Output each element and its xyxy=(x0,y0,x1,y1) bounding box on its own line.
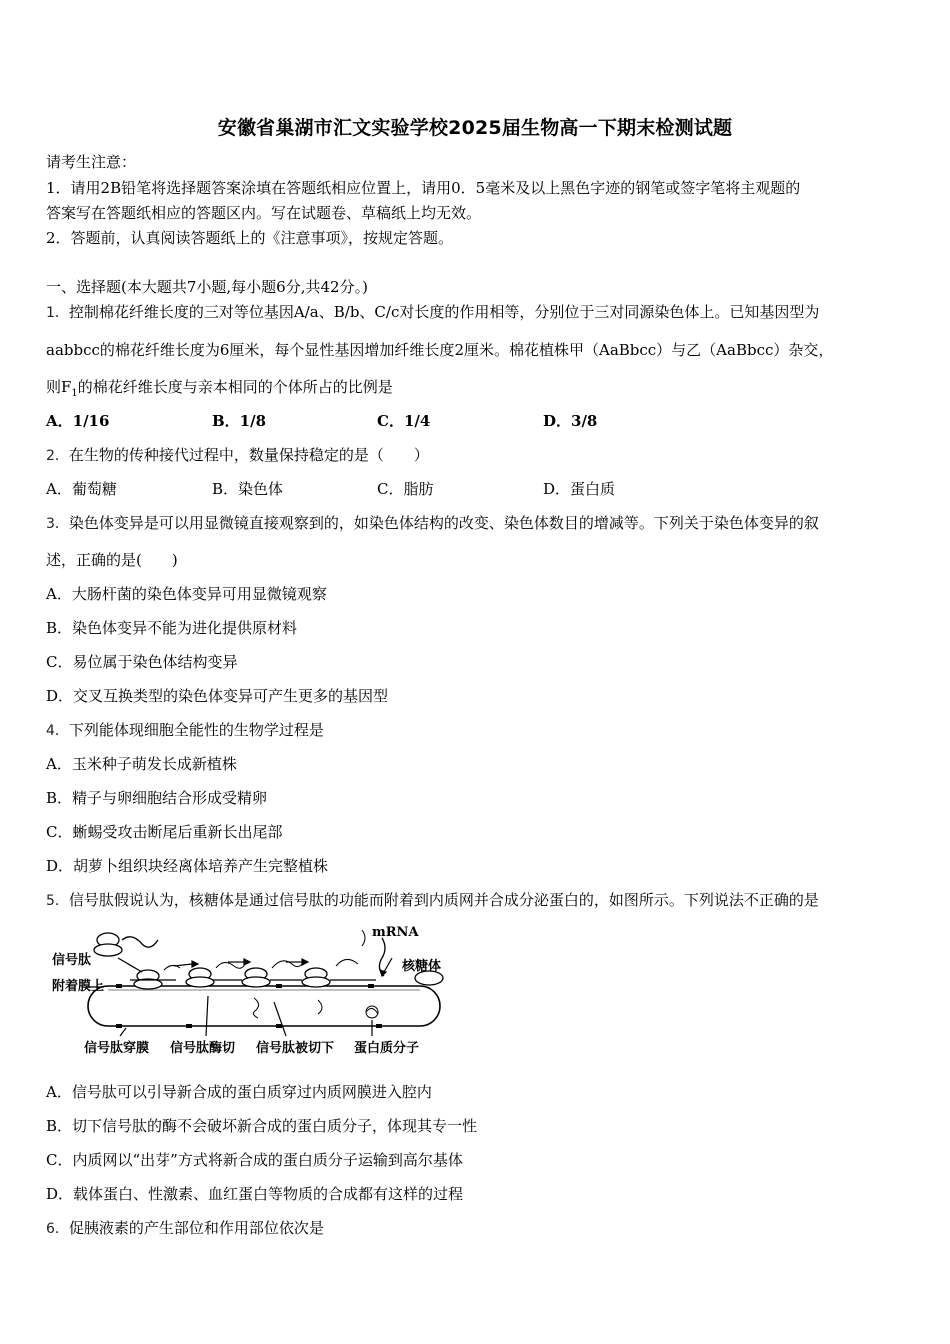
q1-option-a[interactable]: A．1/16 xyxy=(46,412,110,430)
q5-option-c[interactable]: C．内质网以“出芽”方式将新合成的蛋白质分子运输到高尔基体 xyxy=(46,1151,463,1169)
question-text: 信号肽假说认为，核糖体是通过信号肽的功能而附着到内质网并合成分泌蛋白的，如图所示。下列说法不正确的是 xyxy=(68,891,819,909)
free-ribosome-icon xyxy=(94,933,158,956)
question-1 xyxy=(46,302,819,323)
q2-option-b[interactable]: B．染色体 xyxy=(212,480,284,498)
q5-option-b[interactable]: B．切下信号肽的酶不会破坏新合成的蛋白质分子，体现其专一性 xyxy=(46,1117,478,1135)
question-number: 6． xyxy=(46,1221,69,1237)
question-text: 在生物的传种接代过程中，数量保持稳定的是（ ） xyxy=(68,446,429,464)
q3-option-b[interactable]: B．染色体变异不能为进化提供原材料 xyxy=(46,619,298,637)
question-3 xyxy=(46,513,819,534)
q5-option-a[interactable]: A．信号肽可以引导新合成的蛋白质穿过内质网膜进入腔内 xyxy=(46,1083,432,1101)
q2-option-d[interactable]: D．蛋白质 xyxy=(543,480,616,498)
q4-option-d[interactable]: D．胡萝卜组织块经离体培养产生完整植株 xyxy=(46,857,329,875)
page-title: 安徽省巢湖市汇文实验学校2025届生物高一下期末检测试题 xyxy=(217,117,733,139)
text-part: 的棉花纤维长度与亲本相同的个体所占的比例是 xyxy=(77,378,393,396)
q4-option-a[interactable]: A．玉米种子萌发长成新植株 xyxy=(46,755,237,773)
question-3-line-2: 述，正确的是( ) xyxy=(46,551,178,569)
question-text: 控制棉花纤维长度的三对等位基因A/a、B/b、C/c对长度的作用相等，分别位于三对同源染色体上。已知基因型为 xyxy=(68,303,820,321)
notice-line-2: 答案写在答题纸相应的答题区内。写在试题卷、草稿纸上均无效。 xyxy=(46,204,482,222)
question-text: 促胰液素的产生部位和作用部位依次是 xyxy=(68,1219,324,1237)
question-number: 2． xyxy=(46,448,69,464)
label-protein: 蛋白质分子 xyxy=(354,1041,420,1056)
q2-option-a[interactable]: A．葡萄糖 xyxy=(46,480,117,498)
subscript: 1 xyxy=(71,388,78,399)
label-signal-peptide: 信号肽 xyxy=(52,953,92,968)
notice-heading: 请考生注意： xyxy=(46,153,137,171)
label-cut-off: 信号肽被切下 xyxy=(256,1041,335,1056)
er-membrane xyxy=(88,986,440,1026)
question-number: 4． xyxy=(46,723,69,739)
q4-option-b[interactable]: B．精子与卵细胞结合形成受精卵 xyxy=(46,789,268,807)
label-attach: 附着膜上 xyxy=(52,979,105,994)
label-mrna: mRNA xyxy=(372,925,419,940)
signal-peptide-diagram xyxy=(46,918,446,1063)
notice-line-3: 2．答题前，认真阅读答题纸上的《注意事项》，按规定答题。 xyxy=(46,229,454,247)
text-part: 则F xyxy=(46,378,72,396)
question-5 xyxy=(46,890,819,911)
membrane-markers xyxy=(116,984,382,1028)
q3-option-c[interactable]: C．易位属于染色体结构变异 xyxy=(46,653,238,671)
q4-option-c[interactable]: C．蜥蜴受攻击断尾后重新长出尾部 xyxy=(46,823,283,841)
q2-option-c[interactable]: C．脂肪 xyxy=(377,480,434,498)
question-2 xyxy=(46,445,429,466)
arrow-icons xyxy=(86,958,392,1036)
q1-option-d[interactable]: D．3/8 xyxy=(543,412,598,430)
q5-option-d[interactable]: D．载体蛋白、性激素、血红蛋白等物质的合成都有这样的过程 xyxy=(46,1185,464,1203)
question-text: 染色体变异是可以用显微镜直接观察到的，如染色体结构的改变、染色体数目的增减等。下列关于染色体变异的叙 xyxy=(68,514,819,532)
question-number: 1． xyxy=(46,305,69,321)
label-penetrate: 信号肽穿膜 xyxy=(84,1041,150,1056)
question-1-line-2: aabbcc的棉花纤维长度为6厘米，每个显性基因增加纤维长度2厘米。棉花植株甲（AaBbcc）与乙（AaBbcc）杂交， xyxy=(46,341,834,359)
label-enzyme-cut: 信号肽酶切 xyxy=(170,1041,236,1056)
section-heading: 一、选择题(本大题共7小题,每小题6分,共42分。) xyxy=(46,278,368,296)
question-6 xyxy=(46,1218,324,1239)
q1-option-c[interactable]: C．1/4 xyxy=(377,412,431,430)
q1-option-b[interactable]: B．1/8 xyxy=(212,412,267,430)
label-ribosome: 核糖体 xyxy=(402,959,442,974)
question-1-line-3 xyxy=(46,377,393,404)
q3-option-d[interactable]: D．交叉互换类型的染色体变异可产生更多的基因型 xyxy=(46,687,389,705)
question-number: 5． xyxy=(46,893,69,909)
question-text: 下列能体现细胞全能性的生物学过程是 xyxy=(68,721,324,739)
question-4 xyxy=(46,720,324,741)
q3-option-a[interactable]: A．大肠杆菌的染色体变异可用显微镜观察 xyxy=(46,585,327,603)
notice-line-1: 1．请用2B铅笔将选择题答案涂填在答题纸相应位置上，请用0．5毫米及以上黑色字迹的钢笔或签字笔将主观题的 xyxy=(46,179,801,197)
question-number: 3． xyxy=(46,516,69,532)
